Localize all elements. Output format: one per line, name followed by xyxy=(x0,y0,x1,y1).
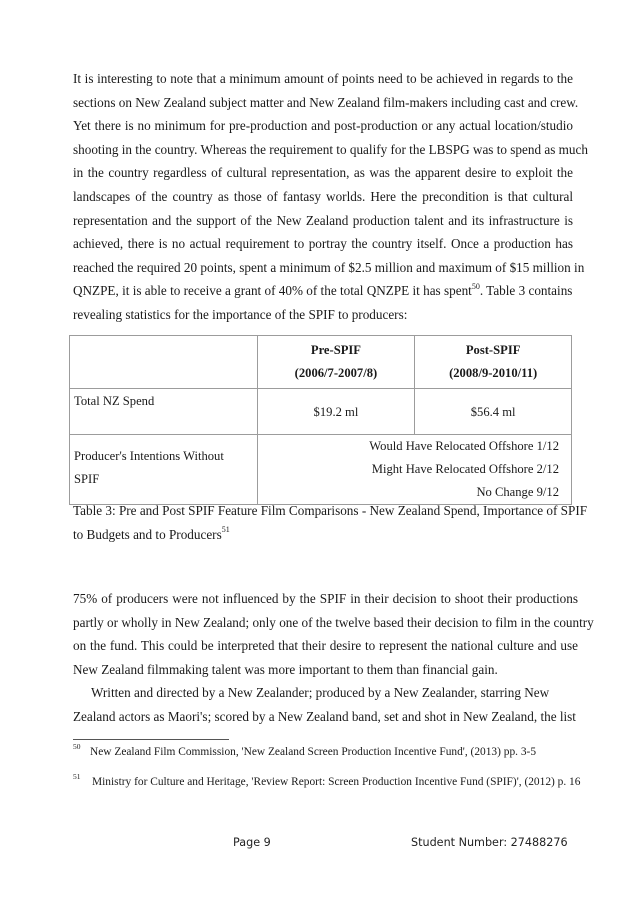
text-line: Yet there is no minimum for pre-production and post-production or any actual location/studio xyxy=(73,118,573,134)
page-number: Page 9 xyxy=(233,836,271,849)
paragraph-new-zealander xyxy=(73,681,576,728)
text-line: shooting in the country. Whereas the requirement to qualify for the LBSPG was to spend as much xyxy=(73,141,588,157)
pre-spif-period: (2006/7-2007/8) xyxy=(294,366,378,380)
empty-header-cell xyxy=(70,336,258,389)
text-line: partly or wholly in New Zealand; only one of the twelve based their decision to film in the country xyxy=(73,614,594,630)
footnote-text: Ministry for Culture and Heritage, 'Review Report: Screen Production Incentive Fund (SPIF)', (2012) p. 16 xyxy=(92,776,581,788)
footnote-separator xyxy=(73,739,229,740)
footnote-ref-51[interactable]: 51 xyxy=(221,525,230,535)
table-row xyxy=(70,435,572,505)
text-line: on the fund. This could be interpreted that their desire to represent the national culture and use xyxy=(73,638,578,654)
text-line: in the country regardless of cultural representation, as was the apparent desire to exploit the xyxy=(73,165,573,181)
footnote-text: New Zealand Film Commission, 'New Zealand Screen Production Incentive Fund', (2013) pp. 3-5 xyxy=(90,746,537,758)
table-row xyxy=(70,389,572,435)
row-label: Producer's Intentions Without SPIF xyxy=(70,435,258,505)
footnote-ref-50[interactable]: 50 xyxy=(471,281,480,291)
post-spif-value: $56.4 ml xyxy=(415,389,572,435)
paragraph-intro xyxy=(73,67,588,327)
text-line: New Zealand filmmaking talent was more important to them than financial gain. xyxy=(73,661,498,677)
value-line: Might Have Relocated Offshore 2/12 xyxy=(371,462,559,476)
table-header-row xyxy=(70,336,572,389)
text-line: QNZPE, it is able to receive a grant of 40% of the total QNZPE it has spent$^{50}$. Table 3 contains xyxy=(73,281,573,299)
footnote-number: 51 xyxy=(73,772,81,781)
text-line: sections on New Zealand subject matter and New Zealand film-makers including cast and crew. xyxy=(73,94,579,110)
text-line: landscapes of the country as those of fantasy worlds. Here the precondition is that cultural xyxy=(73,188,573,204)
pre-spif-value: $19.2 ml xyxy=(257,389,415,435)
row-label: Total NZ Spend xyxy=(70,389,258,435)
text-line: revealing statistics for the importance of the SPIF to producers: xyxy=(73,306,408,322)
post-spif-period: (2008/9-2010/11) xyxy=(449,366,538,380)
pre-spif-header xyxy=(257,336,415,389)
text-line: Zealand actors as Maori's; scored by a New Zealand band, set and shot in New Zealand, the list xyxy=(73,708,576,724)
student-number: Student Number: 27488276 xyxy=(411,836,568,849)
value-line: No Change 9/12 xyxy=(476,485,559,499)
text-line: reached the required 20 points, spent a minimum of $2.5 million and maximum of $15 million in xyxy=(73,259,585,275)
producer-intentions-values xyxy=(257,435,571,505)
pre-spif-title: Pre-SPIF xyxy=(310,343,362,357)
text-line: Written and directed by a New Zealander; produced by a New Zealander, starring New xyxy=(91,685,550,700)
table-caption: Table 3: Pre and Post SPIF Feature Film Comparisons - New Zealand Spend, Importance of SPIF to Budgets and to Producers$^{51}$ xyxy=(73,503,588,542)
post-spif-header xyxy=(415,336,572,389)
value-line: Would Have Relocated Offshore 1/12 xyxy=(369,439,559,453)
post-spif-title: Post-SPIF xyxy=(465,343,521,357)
text-line: It is interesting to note that a minimum amount of points need to be achieved in regards to the xyxy=(73,71,573,86)
spif-comparison-table xyxy=(69,335,572,505)
text-line: 75% of producers were not influenced by the SPIF in their decision to shoot their productions xyxy=(73,591,578,606)
paragraph-producers xyxy=(73,587,594,681)
text-line: achieved, there is no actual requirement to portray the country itself. Once a production has xyxy=(73,236,573,252)
footnote-number: 50 xyxy=(73,742,81,751)
text-line: representation and the support of the New Zealand production talent and its infrastructure is xyxy=(73,212,573,228)
